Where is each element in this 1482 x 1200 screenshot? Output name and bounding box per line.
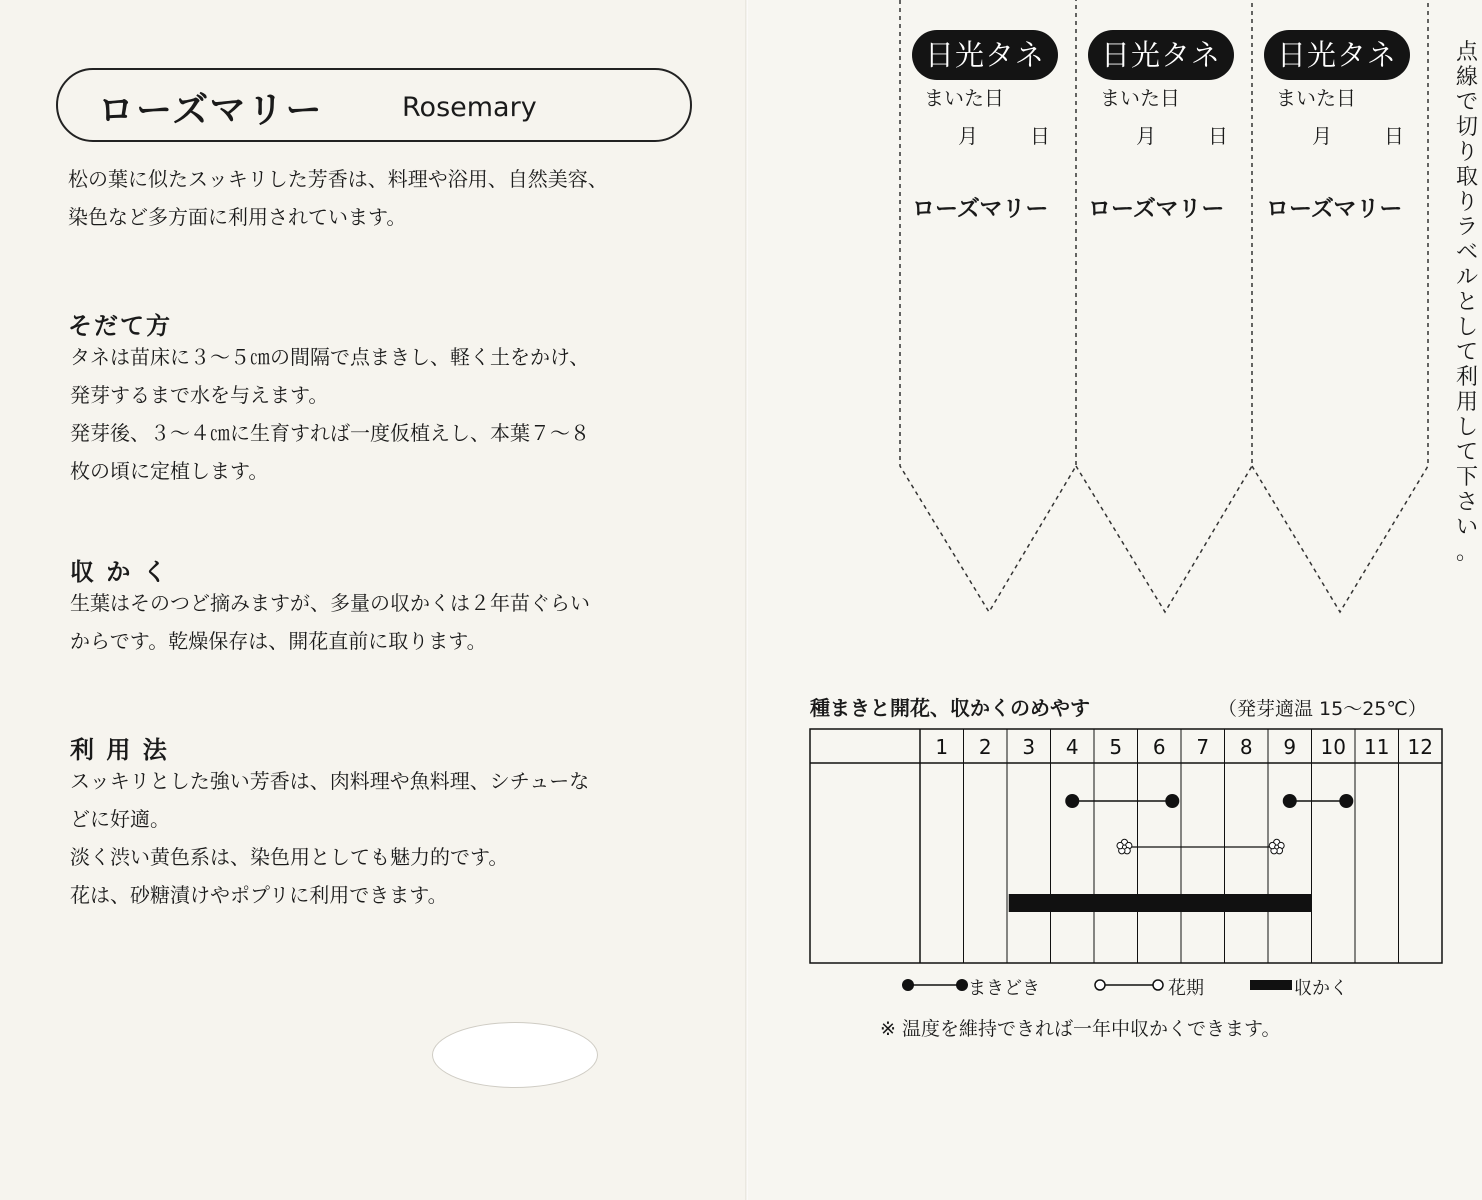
label-1-plant-name: ローズマリー [912, 196, 1049, 222]
cut-out-labels [748, 0, 1482, 640]
sowing-start-dot [1065, 794, 1079, 808]
usage-line-3: 淡く渋い黄色系は、染色用としても魅力的です。 [70, 845, 509, 869]
label-2-sown-date-label: まいた日 [1100, 86, 1180, 110]
right-panel [748, 0, 1482, 1200]
growing-line-3: 発芽後、３～４㎝に生育すれば一度仮植えし、本葉７～８ [70, 421, 590, 445]
month-label-1: 1 [935, 735, 949, 759]
month-label-12: 12 [1407, 735, 1433, 759]
label-3-day: 日 [1384, 124, 1404, 148]
label-3-month: 月 [1312, 124, 1332, 148]
label-2-brand-badge: 日光タネ [1088, 30, 1234, 80]
growing-line-2: 発芽するまで水を与えます。 [70, 383, 329, 407]
germination-temperature: （発芽適温 15～25℃） [1218, 698, 1427, 720]
title-japanese: ローズマリー [98, 90, 324, 131]
cut-instruction-vertical [1454, 40, 1480, 565]
sowing-start-dot [1283, 794, 1297, 808]
month-label-7: 7 [1196, 735, 1210, 759]
month-label-11: 11 [1364, 735, 1390, 759]
chart-footnote: ※ 温度を維持できれば一年中収かくできます。 [880, 1018, 1281, 1040]
label-3-plant-name: ローズマリー [1266, 196, 1403, 222]
flowering-end-flower-icon [1269, 839, 1284, 854]
growing-calendar-chart [748, 725, 1482, 975]
legend-harvest-mark [1250, 980, 1292, 990]
label-2-day: 日 [1208, 124, 1228, 148]
flowering-start-flower-icon [1117, 839, 1132, 854]
label-3-sown-date-label: まいた日 [1276, 86, 1356, 110]
harvest-line-2: からです。乾燥保存は、開花直前に取ります。 [70, 629, 487, 653]
month-label-4: 4 [1065, 735, 1079, 759]
heading-harvest: 収 か く [70, 558, 169, 586]
intro-line-2: 染色など多方面に利用されています。 [68, 205, 407, 229]
usage-line-2: どに好適。 [70, 807, 170, 831]
usage-line-1: スッキリとした強い芳香は、肉料理や魚料理、シチューな [70, 769, 590, 793]
legend-sowing-mark [902, 979, 968, 991]
month-label-10: 10 [1320, 735, 1346, 759]
label-1-brand-badge: 日光タネ [912, 30, 1058, 80]
heading-growing: そだて方 [68, 312, 172, 340]
label-2-plant-name: ローズマリー [1088, 196, 1225, 222]
legend-sowing-label: まきどき [968, 978, 1040, 999]
legend-flowering-label: 花期 [1168, 978, 1204, 999]
title-english: Rosemary [402, 92, 537, 123]
month-label-2: 2 [978, 735, 992, 759]
month-label-9: 9 [1283, 735, 1297, 759]
label-3-brand-badge: 日光タネ [1264, 30, 1410, 80]
month-label-3: 3 [1022, 735, 1036, 759]
harvest-line-1: 生葉はそのつど摘みますが、多量の収かくは２年苗ぐらい [70, 591, 590, 615]
label-1-month: 月 [958, 124, 978, 148]
harvest-period-bar [1009, 894, 1312, 912]
hanging-hole [432, 1022, 598, 1088]
chart-legend-marks [748, 970, 1482, 1000]
month-label-6: 6 [1152, 735, 1166, 759]
sowing-end-dot [1165, 794, 1179, 808]
usage-line-4: 花は、砂糖漬けやポプリに利用できます。 [70, 883, 448, 907]
label-2-month: 月 [1136, 124, 1156, 148]
month-label-5: 5 [1109, 735, 1123, 759]
growing-line-1: タネは苗床に３～５㎝の間隔で点まきし、軽く土をかけ、 [70, 345, 590, 369]
label-1-sown-date-label: まいた日 [924, 86, 1004, 110]
label-1-day: 日 [1030, 124, 1050, 148]
legend-flowering-mark [1095, 980, 1163, 990]
chart-title: 種まきと開花、収かくのめやす [810, 696, 1090, 720]
heading-usage: 利 用 法 [70, 736, 169, 764]
sowing-end-dot [1339, 794, 1353, 808]
legend-harvest-label: 収かく [1294, 978, 1348, 999]
growing-line-4: 枚の頃に定植します。 [70, 459, 269, 483]
month-label-8: 8 [1239, 735, 1253, 759]
vertical-note-text: 点 線 で 切 り 取 り ラ ベ ル と し て 利 用 し て 下 さ い 。 [1455, 40, 1478, 565]
title-frame [56, 68, 692, 142]
intro-line-1: 松の葉に似たスッキリした芳香は、料理や浴用、自然美容、 [68, 167, 608, 191]
